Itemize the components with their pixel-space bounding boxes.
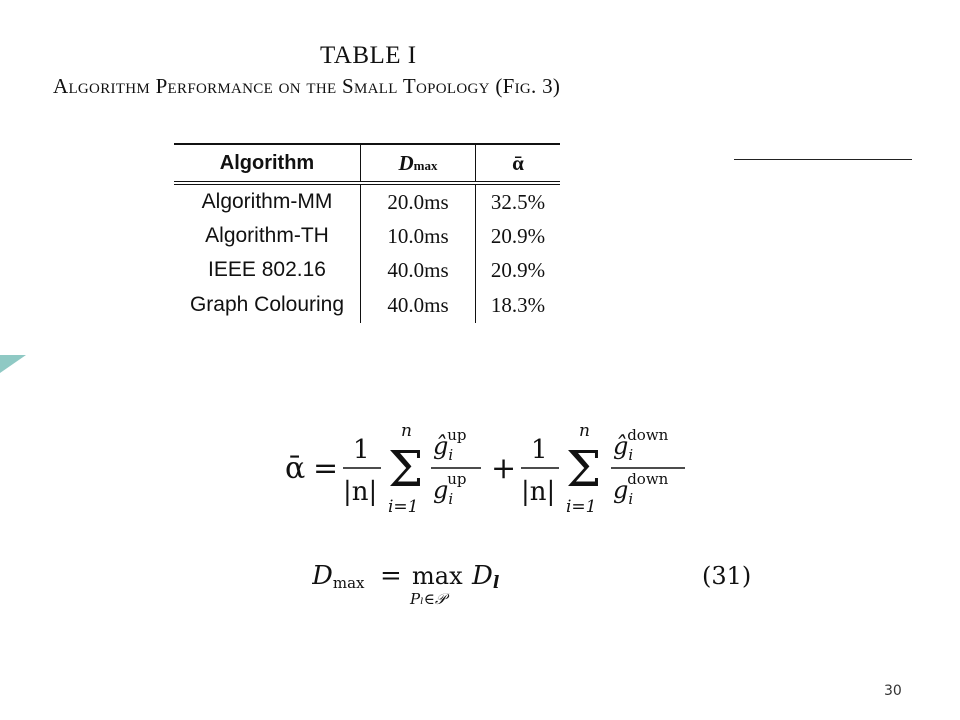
- table-row: [174, 253, 560, 287]
- equation-alpha: [285, 420, 705, 520]
- header-dmax-subscript: max: [413, 157, 438, 173]
- eq-alpha-equals: =: [313, 451, 339, 486]
- eq-plus: +: [491, 451, 517, 486]
- page-number: 30: [884, 683, 902, 699]
- eq-dmax-lhs: Dmax: [312, 561, 365, 592]
- header-dmax: [361, 144, 476, 183]
- table-row: [174, 183, 560, 219]
- eq-ghat-up: $ĝ_iup$: [433, 426, 467, 464]
- table-label: TABLE I: [320, 42, 417, 69]
- eq-dmax-equals: =: [380, 561, 402, 591]
- cell-alpha: 20.9%: [490, 257, 546, 282]
- cell-alpha: 18.3%: [490, 292, 546, 317]
- cell-dmax: 10.0ms: [361, 219, 476, 253]
- cell-algorithm: IEEE 802.16: [174, 253, 361, 287]
- cell-algorithm: Algorithm-TH: [174, 219, 361, 253]
- eq-g-up: $g_iup$: [433, 470, 467, 508]
- table-caption: Algorithm Performance on the Small Topology (Fig. 3): [53, 74, 561, 98]
- eq-alpha-lhs: ᾱ: [285, 451, 306, 486]
- eq-frac1-num: 1: [353, 435, 370, 465]
- eq-dmax-rhs: Dl: [472, 561, 500, 593]
- eq-sum2-upper: n: [579, 421, 590, 441]
- eq-ghat-down: $ĝ_idown$: [613, 426, 669, 464]
- cell-algorithm: Graph Colouring: [174, 287, 361, 323]
- sum-symbol-2: Σ: [566, 440, 602, 498]
- equation-dmax: [312, 560, 772, 610]
- eq-g-down: $g_idown$: [613, 470, 669, 508]
- cell-dmax: 40.0ms: [361, 287, 476, 323]
- cell-dmax: 40.0ms: [361, 253, 476, 287]
- eq-frac1-den: |n|: [343, 477, 378, 507]
- equation-number: (31): [702, 562, 752, 590]
- horizontal-rule: [734, 159, 912, 160]
- eq-frac3-den: |n|: [521, 477, 556, 507]
- header-alpha: ᾱ: [476, 144, 561, 183]
- table-header-row: [174, 144, 560, 183]
- eq-sum1-lower: i=1: [388, 497, 419, 517]
- header-algorithm: Algorithm: [174, 144, 361, 183]
- decorative-triangle: [0, 355, 30, 377]
- table-row: [174, 287, 560, 323]
- eq-sum2-lower: i=1: [566, 497, 597, 517]
- eq-frac3-num: 1: [531, 435, 548, 465]
- eq-dmax-max: max: [412, 562, 463, 590]
- table-row: [174, 219, 560, 253]
- header-dmax-symbol: D: [398, 150, 414, 175]
- eq-sum1-upper: n: [401, 421, 412, 441]
- eq-dmax-under: Pₗ∈𝒫: [410, 590, 446, 608]
- cell-alpha: 32.5%: [490, 189, 546, 214]
- cell-alpha: 20.9%: [490, 223, 546, 248]
- cell-algorithm: Algorithm-MM: [174, 183, 361, 219]
- performance-table: [174, 143, 560, 323]
- sum-symbol-1: Σ: [388, 440, 424, 498]
- cell-dmax: 20.0ms: [361, 183, 476, 219]
